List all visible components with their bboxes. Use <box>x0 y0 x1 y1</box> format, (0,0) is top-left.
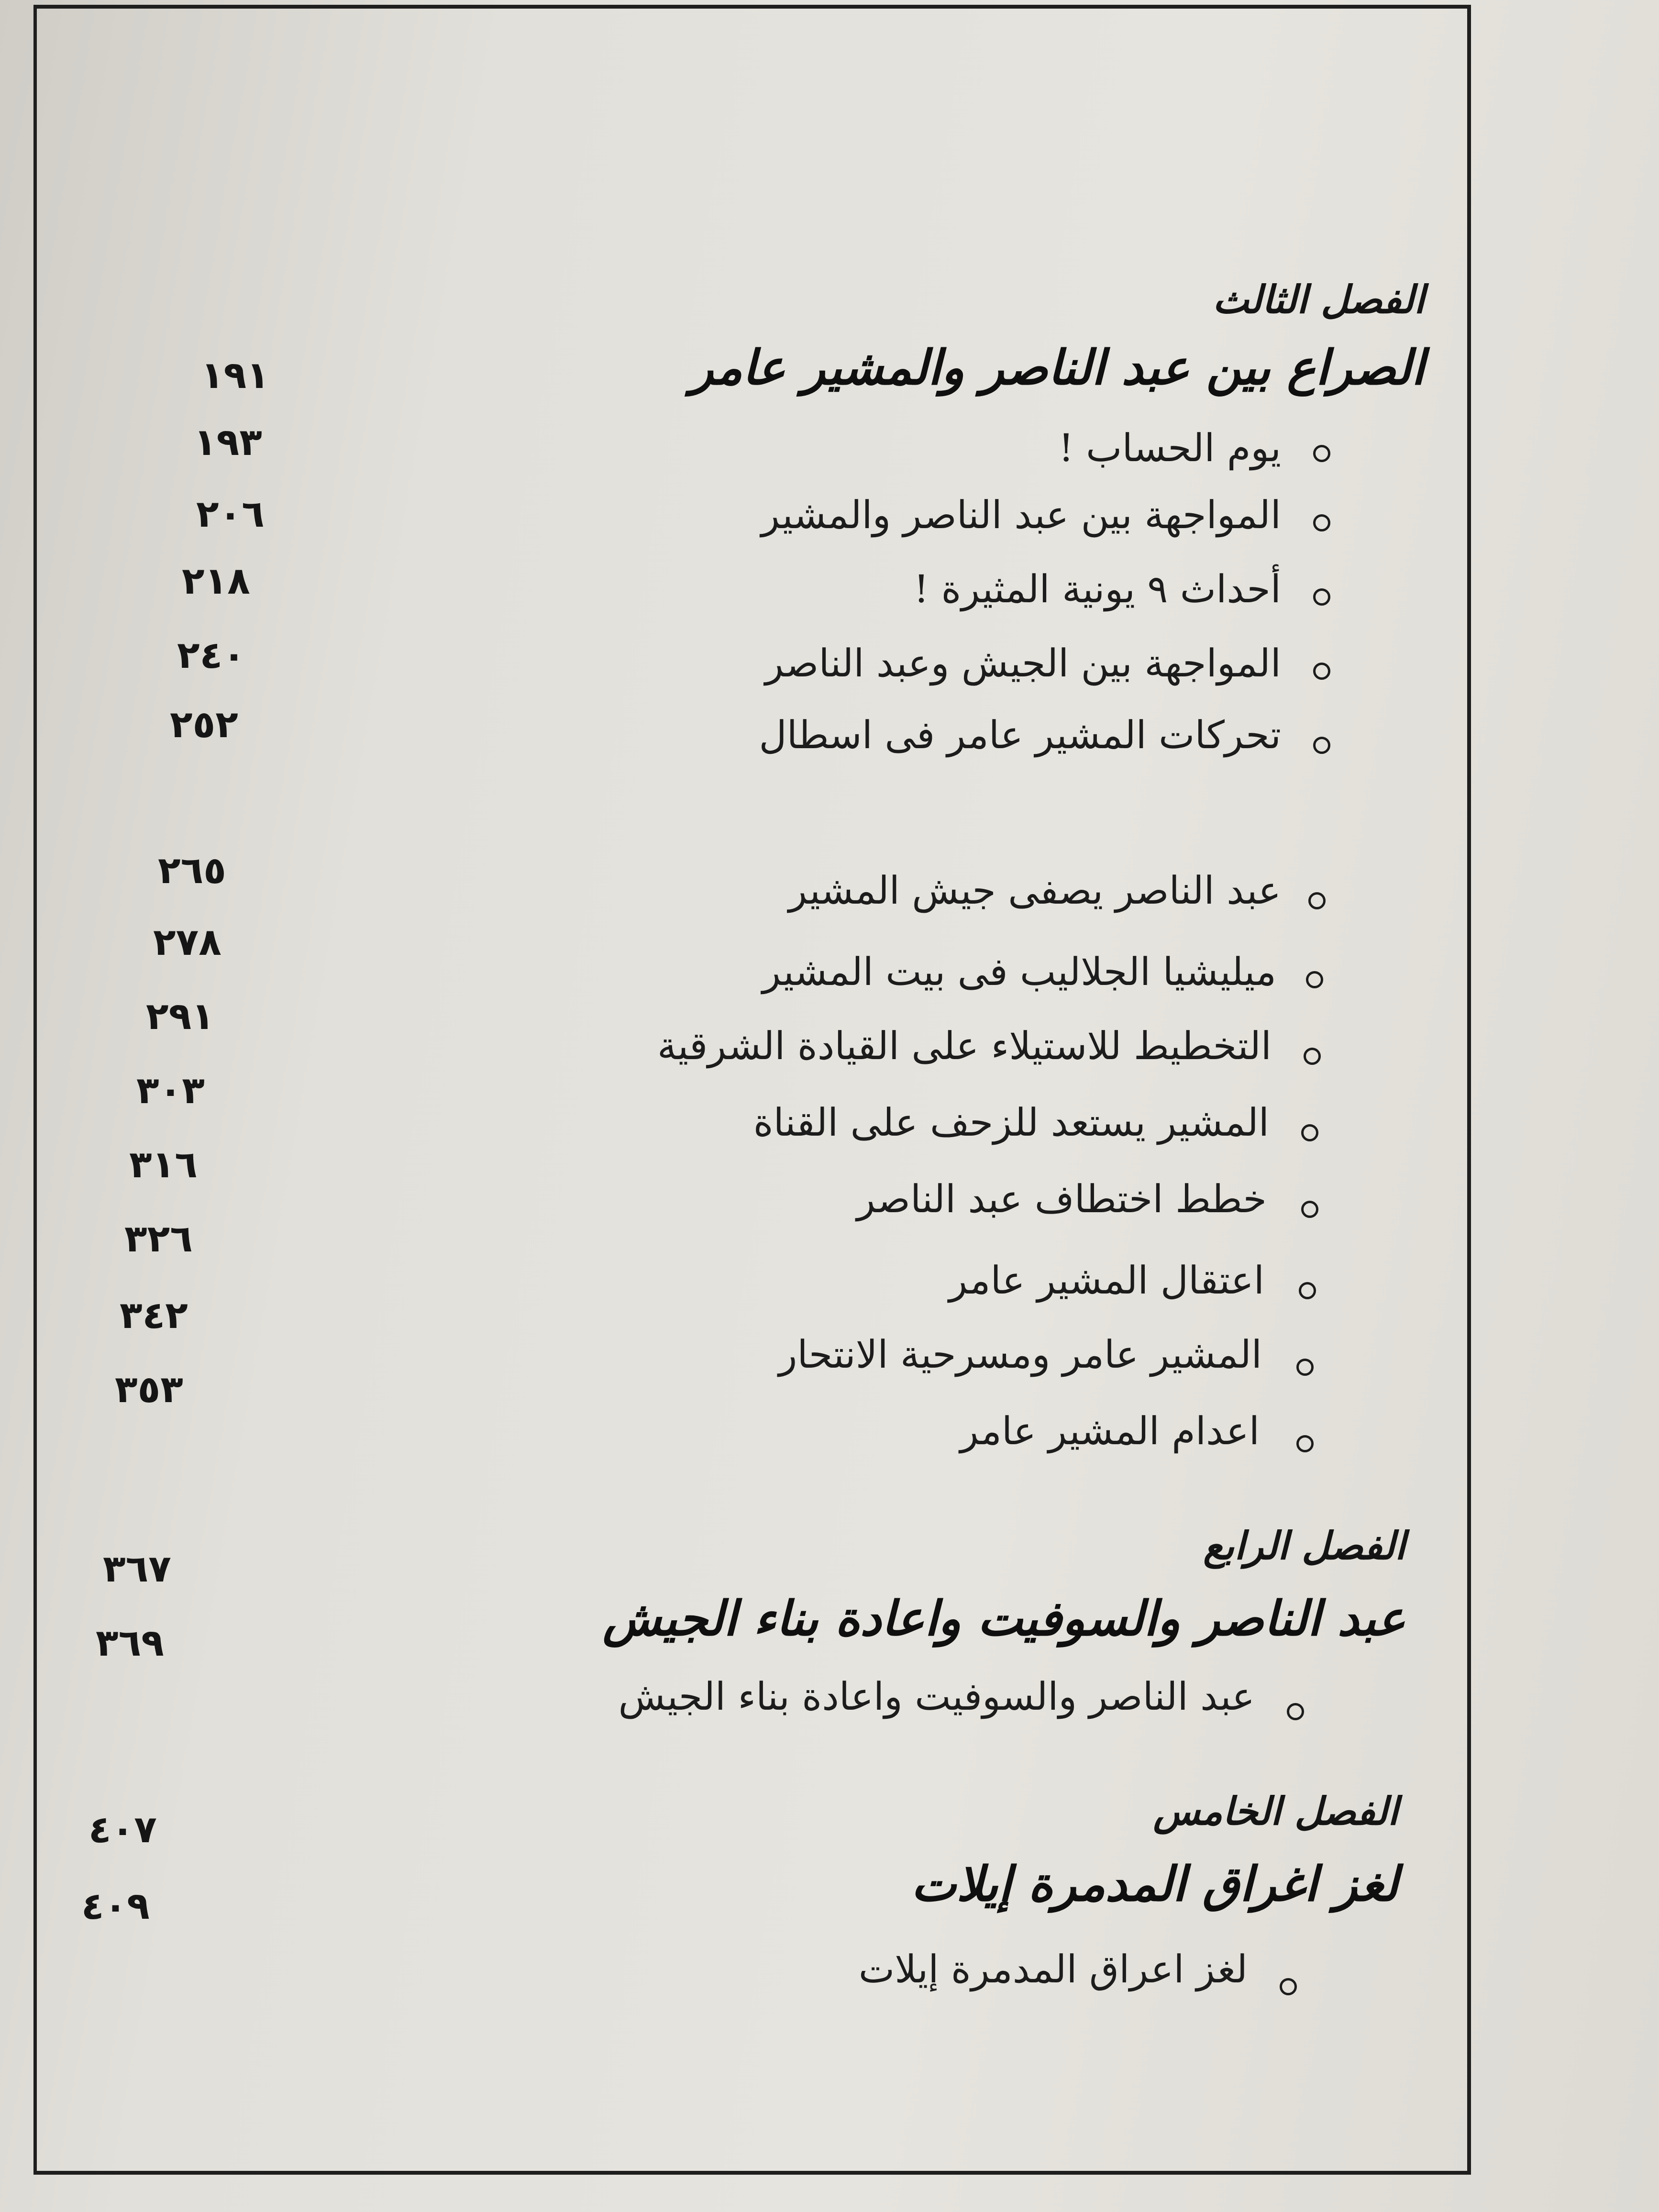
bullet-icon <box>1306 971 1323 988</box>
toc-entry-text: لغز اعراق المدمرة إيلات <box>858 1947 1248 1991</box>
chapter-4-label: الفصل الرابع <box>1203 1524 1405 1568</box>
toc-entry-page: ٢٦٥ <box>158 849 226 892</box>
bullet-icon <box>1313 445 1330 462</box>
toc-entry-text: ميليشيا الجلاليب فى بيت المشير <box>762 950 1276 994</box>
toc-entry-text: المواجهة بين الجيش وعبد الناصر <box>765 641 1281 686</box>
bullet-icon <box>1299 1282 1316 1299</box>
bullet-icon <box>1301 1124 1318 1141</box>
toc-entry-page: ٢٧٨ <box>153 921 221 964</box>
toc-entry-text: عبد الناصر والسوفيت واعادة بناء الجيش <box>618 1674 1255 1719</box>
bullet-icon <box>1313 588 1330 606</box>
bullet-icon <box>1296 1359 1314 1376</box>
toc-entry-page: ١٩٣ <box>194 421 262 464</box>
bullet-icon <box>1287 1703 1304 1720</box>
chapter-5-title: لغز اغراق المدمرة إيلات <box>911 1856 1398 1912</box>
toc-entry-page: ٢١٨ <box>182 560 250 603</box>
bullet-icon <box>1280 1978 1297 1995</box>
bullet-icon <box>1304 1048 1321 1065</box>
toc-entry-page: ٣٠٣ <box>136 1069 205 1112</box>
chapter-3-title: الصراع بين عبد الناصر والمشير عامر <box>690 340 1425 396</box>
chapter-4-title-page: ٣٦٧ <box>103 1548 171 1591</box>
toc-entry-page: ٤٠٩ <box>81 1885 150 1928</box>
toc-entry-page: ٢٥٢ <box>170 703 238 746</box>
chapter-3-title-page: ١٩١ <box>201 354 269 397</box>
toc-entry-page: ٣٥٣ <box>115 1368 183 1411</box>
toc-entry-text: يوم الحساب ! <box>1058 426 1281 470</box>
toc-entry-text: خطط اختطاف عبد الناصر <box>856 1177 1267 1221</box>
toc-entry-page: ٣٤٢ <box>120 1294 188 1337</box>
chapter-3-label: الفصل الثالث <box>1213 277 1425 322</box>
toc-entry-page: ٢٤٠ <box>177 634 245 677</box>
chapter-5-title-page: ٤٠٧ <box>88 1808 157 1851</box>
toc-entry-page: ٢٩١ <box>146 995 214 1038</box>
bullet-icon <box>1313 737 1330 754</box>
bullet-icon <box>1296 1435 1314 1452</box>
toc-entry-page: ٣١٦ <box>129 1143 198 1186</box>
toc-entry-text: أحداث ٩ يونية المثيرة ! <box>913 567 1281 611</box>
toc-entry-text: تحركات المشير عامر فى اسطال <box>759 713 1281 757</box>
toc-entry-text: اعدام المشير عامر <box>960 1409 1260 1453</box>
toc-entry-text: المشير يستعد للزحف على القناة <box>753 1100 1269 1145</box>
toc-entry-text: التخطيط للاستيلاء على القيادة الشرقية <box>657 1024 1272 1068</box>
toc-entry-page: ٣٦٩ <box>96 1622 164 1665</box>
bullet-icon <box>1301 1201 1318 1218</box>
toc-entry-text: اعتقال المشير عامر <box>949 1258 1264 1303</box>
chapter-5-label: الفصل الخامس <box>1153 1789 1398 1834</box>
toc-entry-text: المواجهة بين عبد الناصر والمشير <box>761 493 1281 537</box>
toc-entry-text: عبد الناصر يصفى جيش المشير <box>788 868 1281 913</box>
toc-entry-text: المشير عامر ومسرحية الانتحار <box>778 1332 1262 1377</box>
bullet-icon <box>1313 514 1330 531</box>
chapter-4-title: عبد الناصر والسوفيت واعادة بناء الجيش <box>602 1591 1405 1647</box>
page-border <box>33 5 1471 2175</box>
toc-entry-page: ٢٠٦ <box>196 493 265 536</box>
bullet-icon <box>1308 892 1326 909</box>
toc-entry-page: ٣٢٦ <box>124 1217 193 1261</box>
bullet-icon <box>1313 663 1330 680</box>
